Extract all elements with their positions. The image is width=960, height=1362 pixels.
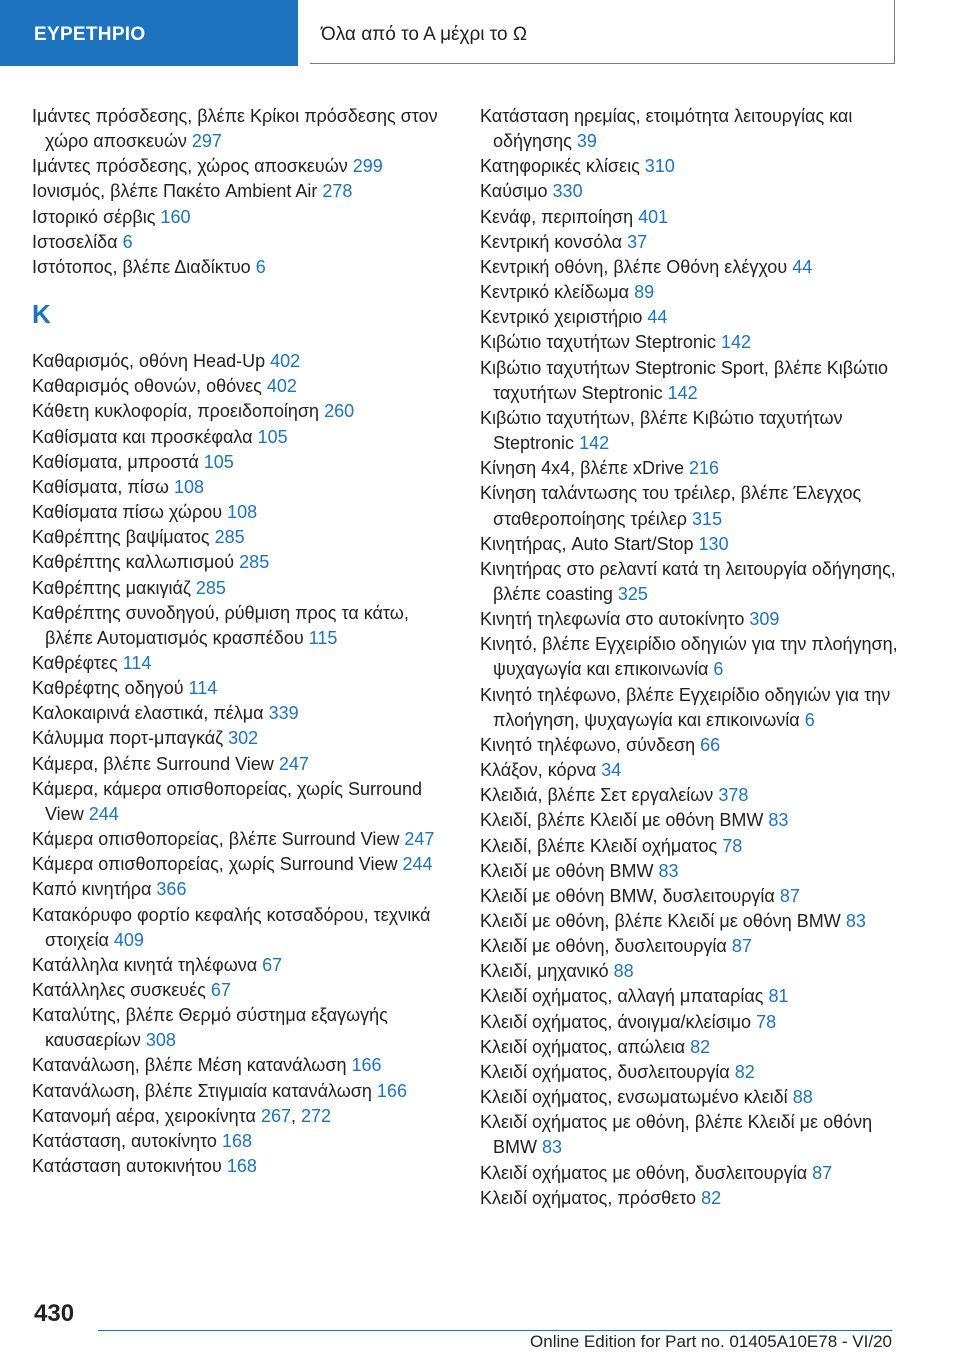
index-entry	[32, 1079, 450, 1104]
page-reference-link[interactable]: 166	[376, 1080, 407, 1101]
index-letter-heading: K	[32, 299, 51, 330]
page-reference-link[interactable]: 310	[644, 156, 675, 177]
index-entry-text: Κατάσταση ηρεμίας, ετοιμότητα λειτουργίας και οδήγησης	[480, 106, 853, 152]
index-entry	[480, 305, 900, 330]
index-entry	[480, 456, 900, 481]
index-entry	[480, 959, 900, 984]
page-reference-link[interactable]: 37	[627, 231, 648, 252]
index-entry	[32, 475, 450, 500]
index-entry-text: Κινητό τηλέφωνο, βλέπε Εγχειρίδιο οδηγιών για την πλοήγηση, ψυχαγωγία και επικοινωνία	[480, 684, 891, 730]
page-reference-link[interactable]: 267	[260, 1105, 291, 1126]
index-entry	[480, 884, 900, 909]
index-entry-text: Κινητήρας, Auto Start/Stop	[480, 533, 694, 554]
index-entry	[32, 701, 450, 726]
index-entry-text: Κλειδιά, βλέπε Σετ εργαλείων	[480, 785, 714, 806]
index-entry	[32, 978, 450, 1003]
footer-divider	[98, 1330, 892, 1331]
page-reference-link[interactable]: 78	[756, 1011, 777, 1032]
index-entry-text: Καθαρισμός, οθόνη Head-Up	[32, 351, 266, 372]
index-entry-text: Κάμερα, κάμερα οπισθοπορείας, χωρίς Surround View	[32, 778, 423, 824]
page-reference-link[interactable]: 285	[239, 552, 270, 573]
index-column-right	[480, 104, 900, 1211]
index-entry	[32, 877, 450, 902]
index-entry-text: Ιονισμός, βλέπε Πακέτο Ambient Air	[32, 181, 318, 202]
page-reference-link[interactable]: 401	[638, 206, 669, 227]
index-entry	[480, 205, 900, 230]
index-entry	[32, 104, 450, 154]
page-reference-link[interactable]: 166	[351, 1055, 382, 1076]
index-entry	[480, 154, 900, 179]
page-reference-link[interactable]: 285	[214, 527, 245, 548]
index-entry	[480, 1161, 900, 1186]
index-entry-text: Κατάσταση, αυτοκίνητο	[32, 1130, 217, 1151]
index-entry-text: Κάμερα οπισθοπορείας, βλέπε Surround View	[32, 829, 400, 850]
page-reference-link[interactable]: 88	[792, 1087, 813, 1108]
page-reference-link[interactable]: 168	[226, 1156, 257, 1177]
index-entry-text: Ιμάντες πρόσδεσης, βλέπε Κρίκοι πρόσδεσης στον χώρο αποσκευών	[32, 106, 438, 152]
page-reference-link[interactable]: 260	[324, 401, 355, 422]
index-entry	[480, 859, 900, 884]
index-entry-text: Κεντρική κονσόλα	[480, 231, 623, 252]
index-entry-text: Κάθετη κυκλοφορία, προειδοποίηση	[32, 401, 320, 422]
page-reference-link[interactable]: 67	[262, 954, 283, 975]
index-entry	[480, 1060, 900, 1085]
page-reference-link[interactable]: 66	[700, 734, 721, 755]
page-reference-link[interactable]: 108	[173, 476, 204, 497]
page-reference-link[interactable]: 6	[804, 709, 815, 730]
index-entry-text: Κιβώτιο ταχυτήτων, βλέπε Κιβώτιο ταχυτήτων Steptronic	[480, 407, 843, 454]
page-reference-link[interactable]: 83	[768, 810, 789, 831]
index-entry-text: Καθρέπτης βαψίματος	[32, 527, 210, 548]
index-entry	[32, 1154, 450, 1179]
index-entry-text: Καθίσματα και προσκέφαλα	[32, 426, 253, 447]
index-entry-text: Κλειδί με οθόνη, δυσλειτουργία	[480, 936, 727, 957]
page-reference-link[interactable]: 6	[255, 256, 266, 277]
page-reference-link[interactable]: 34	[601, 760, 622, 781]
index-entry-text: Ιστορικό σέρβις	[32, 206, 156, 227]
index-entry-text: Κεντρικό κλείδωμα	[480, 282, 630, 303]
page-reference-link[interactable]: 83	[542, 1137, 563, 1158]
page-reference-link[interactable]: 108	[227, 502, 258, 523]
index-entry	[32, 205, 450, 230]
index-entry-text: Καταλύτης, βλέπε Θερμό σύστημα εξαγωγής καυσαερίων	[32, 1005, 388, 1051]
page-reference-link[interactable]: 87	[779, 885, 800, 906]
index-entry	[32, 500, 450, 525]
index-entry	[480, 1085, 900, 1110]
index-entry	[480, 356, 900, 406]
index-entry	[480, 984, 900, 1009]
page-reference-link[interactable]: 247	[404, 829, 435, 850]
index-entry	[480, 481, 900, 531]
index-entry	[480, 179, 900, 204]
index-entry-text: Καθρέπτης καλλωπισμού	[32, 552, 235, 573]
index-entry-text: Καθίσματα, μπροστά	[32, 451, 199, 472]
index-entry-text: Κατάλληλες συσκευές	[32, 980, 206, 1000]
index-entry-text: Κλειδί οχήματος, πρόσθετο	[480, 1187, 697, 1208]
page-reference-link[interactable]: 44	[647, 307, 668, 328]
page-reference-link[interactable]: 115	[308, 627, 338, 648]
index-entry-text: Κλειδί οχήματος, αλλαγή μπαταρίας	[480, 986, 764, 1007]
index-entry-text: Κεντρικό χειριστήριο	[480, 307, 643, 328]
index-column-left	[32, 104, 450, 1179]
index-entry-text: Κλειδί οχήματος με οθόνη, βλέπε Κλειδί με οθόνη BMW	[480, 1112, 873, 1158]
index-entry	[480, 1186, 900, 1211]
page-reference-link[interactable]: 44	[792, 256, 813, 277]
page-reference-link[interactable]: 244	[402, 854, 433, 875]
index-entry	[32, 154, 450, 179]
index-entry	[32, 399, 450, 424]
index-entry-text: Κατανομή αέρα, χειροκίνητα	[32, 1105, 256, 1126]
index-entry	[32, 777, 450, 827]
index-entry	[32, 651, 450, 676]
edition-info: Online Edition for Part no. 01405A10E78 - VI/20	[530, 1332, 892, 1351]
index-entry-text: Ιμάντες πρόσδεσης, χώρος αποσκευών	[32, 156, 348, 177]
index-entry	[32, 179, 450, 204]
index-entry-text: Καθίσματα πίσω χώρου	[32, 502, 223, 523]
index-entry-text: Κινητή τηλεφωνία στο αυτοκίνητο	[480, 609, 745, 630]
index-entry-text: Κατανάλωση, βλέπε Μέση κατανάλωση	[32, 1055, 347, 1076]
index-entry-text: Κλάξον, κόρνα	[480, 760, 597, 781]
index-entry	[480, 783, 900, 808]
page-reference-link[interactable]: 142	[579, 433, 610, 454]
index-entry-text: Καθίσματα, πίσω	[32, 476, 169, 497]
page-reference-link[interactable]: 87	[812, 1162, 833, 1183]
index-entry	[480, 683, 900, 733]
page-reference-link[interactable]: 6	[122, 231, 133, 252]
index-entry	[480, 1110, 900, 1160]
index-entry	[480, 406, 900, 456]
index-entry	[32, 1003, 450, 1053]
index-entry-text: Καθαρισμός οθονών, οθόνες	[32, 376, 262, 397]
page-header	[0, 0, 960, 66]
index-entry	[32, 576, 450, 601]
index-entry	[480, 834, 900, 859]
section-title: Όλα από το Α μέχρι το Ω	[310, 0, 895, 64]
index-entry-text: Κάμερα, βλέπε Surround View	[32, 753, 274, 774]
index-entry	[32, 953, 450, 978]
index-entry	[32, 1053, 450, 1078]
page-reference-link[interactable]: 81	[768, 986, 789, 1007]
page-reference-link[interactable]: 130	[698, 533, 729, 554]
page-reference-link[interactable]: 88	[613, 961, 634, 982]
page-reference-link[interactable]: 142	[720, 332, 751, 353]
index-entry	[480, 280, 900, 305]
index-entry-text: Κλειδί, βλέπε Κλειδί οχήματος	[480, 835, 718, 856]
page-reference-link[interactable]: 168	[221, 1130, 253, 1151]
index-entry	[480, 909, 900, 934]
index-entry-text: Κινητήρας στο ρελαντί κατά τη λειτουργία οδήγησης, βλέπε coasting	[480, 558, 896, 604]
page-reference-link[interactable]: 82	[701, 1187, 722, 1208]
page-reference-link[interactable]: 366	[156, 879, 187, 900]
page-reference-link[interactable]: 39	[576, 131, 597, 152]
index-entry-text: Κινητό τηλέφωνο, σύνδεση	[480, 734, 696, 755]
page-reference-link[interactable]: 244	[88, 803, 119, 824]
page-reference-link[interactable]: 325	[617, 583, 648, 604]
page-reference-link[interactable]: 278	[322, 181, 353, 202]
page-reference-link[interactable]: 297	[191, 131, 222, 152]
index-entry-text: Καθρέπτης συνοδηγού, ρύθμιση προς τα κάτω, βλέπε Αυτοματισμός κρασπέδου	[32, 602, 409, 648]
page-reference-link[interactable]: 83	[845, 911, 866, 931]
index-entry-text: Κλειδί οχήματος, άνοιγμα/κλείσιμο	[480, 1011, 752, 1032]
index-entry-text: Κλειδί οχήματος με οθόνη, δυσλειτουργία	[480, 1162, 808, 1183]
section-tab[interactable]: ΕΥΡΕΤΗΡΙΟ	[0, 0, 298, 66]
page-reference-link[interactable]: 302	[228, 728, 259, 749]
index-entry	[32, 827, 450, 852]
index-entry-text: Καύσιμο	[480, 181, 548, 202]
index-entry	[480, 330, 900, 355]
index-entry	[480, 808, 900, 833]
index-entry-text: Κλειδί με οθόνη BMW, δυσλειτουργία	[480, 885, 775, 906]
index-entry	[32, 374, 450, 399]
index-entry: Κατανομή αέρα, χειροκίνητα 267, 272	[32, 1105, 332, 1126]
page-reference-link[interactable]: 114	[122, 652, 152, 673]
page-reference-link[interactable]: 330	[552, 181, 583, 202]
page-reference-link[interactable]: 142	[667, 382, 698, 403]
index-entry-text: Κιβώτιο ταχυτήτων Steptronic	[480, 332, 716, 353]
index-entry	[32, 752, 450, 777]
index-entry-text: Κλειδί οχήματος, δυσλειτουργία	[480, 1061, 730, 1082]
index-entry	[32, 903, 450, 953]
page-reference-link[interactable]: 315	[692, 508, 723, 529]
index-entry	[32, 676, 450, 701]
index-entry-text: Καθρέπτης μακιγιάζ	[32, 577, 191, 598]
page-reference-link[interactable]: 402	[270, 351, 301, 372]
index-entry	[480, 733, 900, 758]
index-entry	[32, 726, 450, 751]
page-reference-link[interactable]: 114	[188, 678, 218, 699]
index-entry	[32, 425, 450, 450]
page-reference-link[interactable]: 78	[722, 835, 743, 856]
page-reference-link[interactable]: 89	[634, 282, 655, 303]
index-entry	[32, 349, 450, 374]
index-entry-text: Κατάσταση αυτοκινήτου	[32, 1156, 222, 1177]
page-reference-link[interactable]: 402	[266, 376, 297, 397]
index-entry	[480, 532, 900, 557]
index-entry	[480, 934, 900, 959]
index-entry	[480, 104, 900, 154]
page-reference-link[interactable]: 247	[278, 753, 309, 774]
index-entry-text: Κλειδί οχήματος, ενσωματωμένο κλειδί	[480, 1087, 788, 1108]
index-entry	[480, 230, 900, 255]
page-number: 430	[34, 1300, 75, 1327]
index-entry-text: Ιστότοπος, βλέπε Διαδίκτυο	[32, 256, 251, 277]
index-entry-text: Κίνηση 4x4, βλέπε xDrive	[480, 458, 684, 479]
index-entry-text: Κλειδί, βλέπε Κλειδί με οθόνη BMW	[480, 810, 764, 831]
index-entry-text: Κεντρική οθόνη, βλέπε Οθόνη ελέγχου	[480, 256, 788, 277]
index-entry	[480, 607, 900, 632]
index-entry-text: Καθρέφτες	[32, 652, 118, 673]
page-reference-link[interactable]: 285	[195, 577, 226, 598]
index-entry-text: Κινητό, βλέπε Εγχειρίδιο οδηγιών για την πλοήγηση, ψυχαγωγία και επικοινωνία	[480, 634, 898, 680]
index-entry	[32, 852, 450, 877]
page-reference-link[interactable]: 308	[145, 1030, 176, 1051]
index-entry-text: Καθρέφτης οδηγού	[32, 678, 184, 699]
index-entry-text: Κλειδί με οθόνη BMW	[480, 860, 654, 881]
index-entry-text: Καλοκαιρινά ελαστικά, πέλμα	[32, 703, 264, 724]
page-reference-link[interactable]: 160	[160, 206, 191, 227]
index-entry-text: Κάλυμμα πορτ-μπαγκάζ	[32, 728, 224, 749]
page-reference-link[interactable]: 105	[203, 451, 234, 472]
index-entry-text: Κλειδί με οθόνη, βλέπε Κλειδί με οθόνη BMW	[480, 911, 841, 931]
index-entry	[32, 525, 450, 550]
index-entry	[480, 758, 900, 783]
index-entry	[480, 557, 900, 607]
page-reference-link[interactable]: 299	[352, 156, 383, 177]
index-entry	[32, 255, 450, 280]
page-reference-link[interactable]: 82	[734, 1061, 755, 1082]
index-entry-text: Κλειδί οχήματος, απώλεια	[480, 1036, 686, 1057]
index-entry	[32, 450, 450, 475]
index-entry-text: Κίνηση ταλάντωσης του τρέιλερ, βλέπε Έλεγχος σταθεροποίησης τρέιλερ	[480, 483, 862, 529]
index-entry-text: Κάμερα οπισθοπορείας, χωρίς Surround View	[32, 854, 398, 875]
index-entry	[32, 1129, 450, 1154]
page-reference-link[interactable]: 6	[713, 659, 724, 680]
page-reference-link[interactable]: 67	[210, 980, 231, 1000]
index-entry	[480, 1035, 900, 1060]
page-reference-link[interactable]: 83	[658, 860, 679, 881]
page-reference-link[interactable]: 87	[731, 936, 752, 957]
page-reference-link[interactable]: 272	[301, 1105, 332, 1126]
page-reference-link[interactable]: 105	[257, 426, 288, 447]
index-entry-text: Καπό κινητήρα	[32, 879, 152, 900]
page-reference-link[interactable]: 378	[718, 785, 749, 806]
index-entry	[480, 1010, 900, 1035]
index-entry-text: Κατανάλωση, βλέπε Στιγμιαία κατανάλωση	[32, 1080, 372, 1101]
index-entry	[32, 230, 450, 255]
index-entry	[480, 255, 900, 280]
index-entry	[480, 632, 900, 682]
index-entry-text: Ιστοσελίδα	[32, 231, 118, 252]
page-reference-link[interactable]: 409	[113, 929, 144, 950]
index-entry-text: Κενάφ, περιποίηση	[480, 206, 634, 227]
index-entry	[32, 601, 450, 651]
page-reference-link[interactable]: 82	[690, 1036, 711, 1057]
index-entry-text: Κιβώτιο ταχυτήτων Steptronic Sport, βλέπε Κιβώτιο ταχυτήτων Steptronic	[480, 357, 889, 403]
index-entry-text: Κατηφορικές κλίσεις	[480, 156, 640, 177]
page-reference-link[interactable]: 339	[268, 703, 299, 724]
page-reference-link[interactable]: 216	[689, 458, 720, 479]
index-entry-text: Κλειδί, μηχανικό	[480, 961, 609, 982]
spacer	[32, 334, 450, 349]
index-entry-text: Κατάλληλα κινητά τηλέφωνα	[32, 954, 258, 975]
page-reference-link[interactable]: 309	[749, 609, 780, 630]
index-entry	[32, 550, 450, 575]
index-entry-text: Κατακόρυφο φορτίο κεφαλής κοτσαδόρου, τεχνικά στοιχεία	[32, 904, 431, 950]
